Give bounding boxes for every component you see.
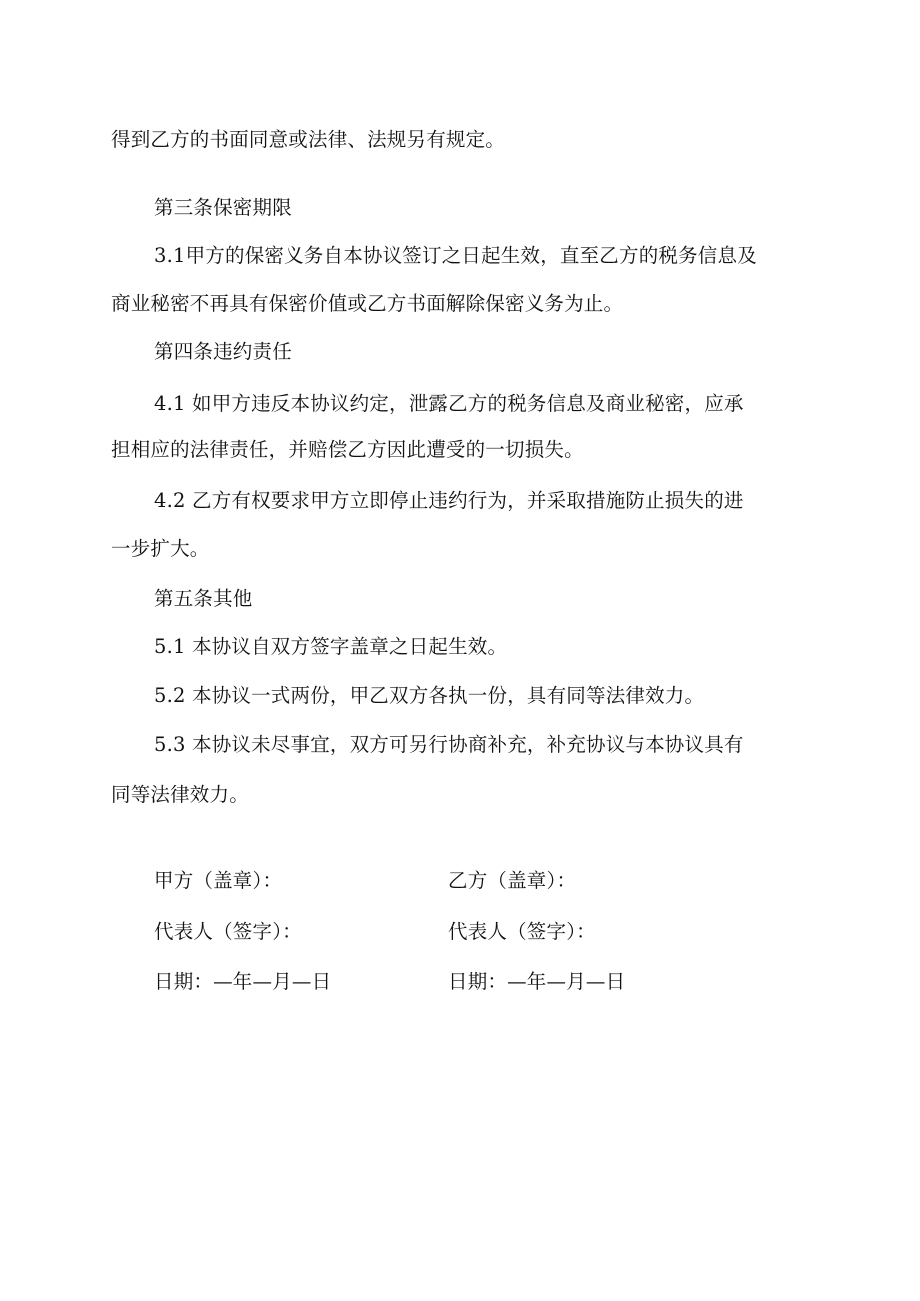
article-5-heading: 第五条其他 [154, 587, 253, 610]
clause-4-2-line-1: 4.2 乙方有权要求甲方立即停止违约行为，并采取措施防止损失的进 [154, 489, 744, 512]
clause-3-1-line-1: 3.1甲方的保密义务自本协议签订之日起生效，直至乙方的税务信息及 [154, 244, 757, 267]
party-a-seal-label: 甲方（盖章）： [154, 869, 283, 892]
clause-3-1-line-2: 商业秘密不再具有保密价值或乙方书面解除保密义务为止。 [111, 292, 624, 315]
article-4-heading: 第四条违约责任 [154, 340, 292, 363]
clause-5-3-line-1: 5.3 本协议未尽事宜，双方可另行协商补充，补充协议与本协议具有 [154, 733, 744, 756]
clause-4-1-line-1: 4.1 如甲方违反本协议约定，泄露乙方的税务信息及商业秘密，应承 [154, 392, 744, 415]
clause-4-2-line-2: 一步扩大。 [111, 537, 210, 560]
clause-4-1-line-2: 担相应的法律责任，并赔偿乙方因此遭受的一切损失。 [111, 438, 584, 461]
party-b-representative-label: 代表人（签字）： [448, 920, 596, 943]
clause-5-3-line-2: 同等法律效力。 [111, 783, 249, 806]
continuation-line: 得到乙方的书面同意或法律、法规另有规定。 [111, 128, 506, 151]
clause-5-2: 5.2 本协议一式两份，甲乙双方各执一份，具有同等法律效力。 [154, 684, 705, 707]
article-3-heading: 第三条保密期限 [154, 196, 292, 219]
party-b-date-label: 日期：—年—月—日 [448, 970, 626, 993]
party-a-representative-label: 代表人（签字）： [154, 920, 302, 943]
party-b-seal-label: 乙方（盖章）： [448, 869, 577, 892]
clause-5-1: 5.1 本协议自双方签字盖章之日起生效。 [154, 635, 508, 658]
party-a-date-label: 日期：—年—月—日 [154, 970, 332, 993]
